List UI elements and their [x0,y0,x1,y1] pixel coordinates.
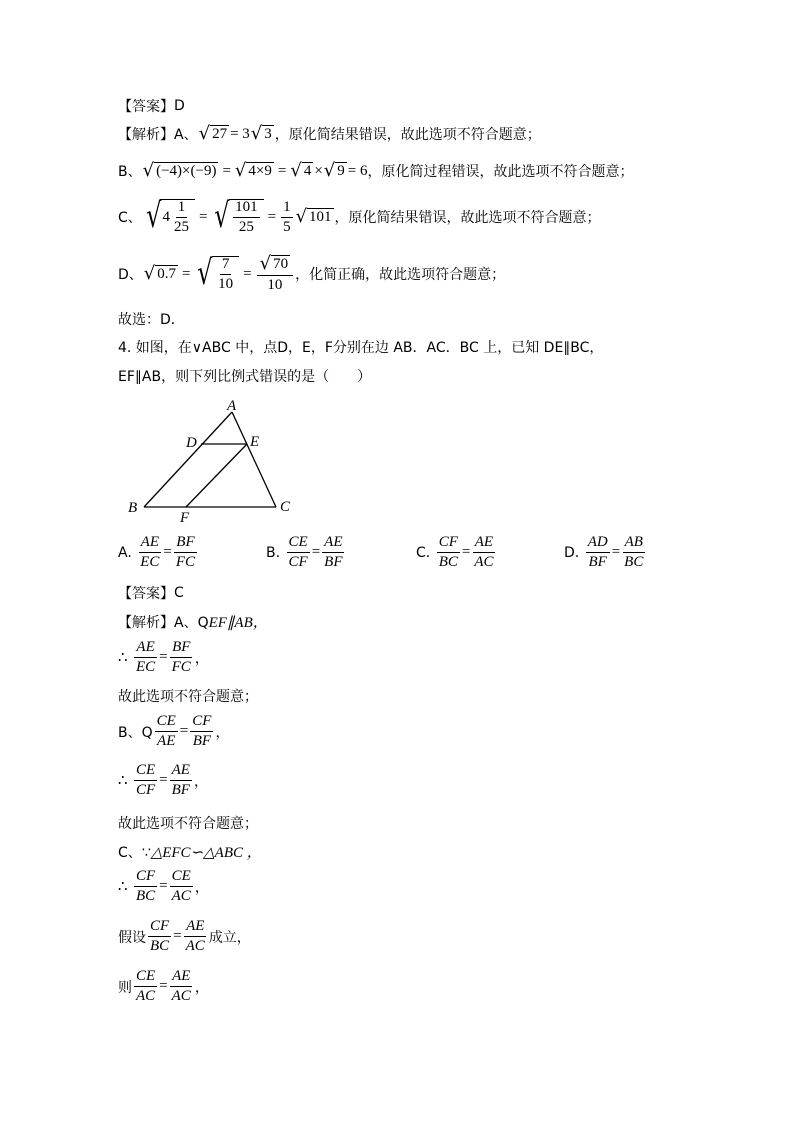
conclusion-text: 故此选项不符合题意； [118,689,258,705]
label-c: C [280,499,291,515]
conclusion-line [118,309,185,329]
option-c[interactable]: C. $\frac{CF}{BC}$ = $\frac{AE}{AC}$ [416,534,494,570]
option-d[interactable]: D. $\frac{AD}{BF}$ = $\frac{AB}{BC}$ [564,534,644,570]
radical: √ 4 [290,160,312,181]
analysis-text: ，原化简过程错误，故此选项不符合题意； [367,164,634,180]
radical: √ 9 [323,160,345,181]
answer-line-2 [118,583,184,603]
math-text: = 3 [230,125,250,142]
analysis2-line-c2: ∴ $\frac{CF}{BC}$ = $\frac{CE}{AC}$ ， [118,868,209,904]
therefore-symbol: ∴ [118,773,128,789]
equals: = [264,208,280,225]
analysis2-line-b3 [118,813,258,833]
equals: = [219,162,234,179]
option-c-prefix: C、∵ [118,844,151,861]
option-letter: B. [266,544,281,561]
conclusion-text: 故选：D． [118,312,185,328]
radical: √ 4×9 [234,160,272,181]
analysis2-line-c4: 则 $\frac{CE}{AC}$ = $\frac{AE}{AC}$ ， [118,968,209,1004]
assume-text: 假设 [118,929,146,946]
analysis2-line-b: B、Q $\frac{CE}{AE}$ = $\frac{CF}{BF}$ ， [118,713,230,749]
analysis-text: ，化简正确，故此选项符合题意； [295,267,506,283]
label-e: E [250,434,260,450]
answer-label: 【答案】 [118,586,174,602]
analysis-text: ，原化简结果错误，故此选项不符合题意； [274,127,541,143]
option-a[interactable]: A. $\frac{AE}{EC}$ = $\frac{BF}{FC}$ [118,534,196,570]
side-ab [144,412,232,507]
question-4-line-2 [118,366,371,386]
option-b[interactable]: B. $\frac{CE}{CF}$ = $\frac{AE}{BF}$ [266,534,343,570]
answer-line-1 [118,96,185,116]
fraction: √ 70 10 [257,255,293,293]
option-a-prefix: A、Q [174,614,209,631]
analysis-line-d [118,255,505,293]
analysis-label: 【解析】 [118,127,174,143]
conclusion-text: 故此选项不符合题意； [118,816,258,832]
label-a: A [227,398,237,414]
option-letter: D. [564,544,580,561]
radical: √ 27 [198,123,228,144]
radical: √ $\frac{7}{10}$ [194,256,239,292]
analysis-label: 【解析】 [118,614,174,631]
analysis-line-b [118,161,634,181]
question-4-line-1 [118,337,603,357]
radical: √ 4 $\frac{1}{25}$ [143,199,195,235]
segment-ef [186,444,247,507]
analysis-line-a [118,124,541,144]
answer-label: 【答案】 [118,99,174,115]
radical: √ 0.7 [143,263,177,284]
analysis2-line-c [118,841,262,862]
option-letter: A. [118,544,132,561]
equals: = [240,265,255,282]
label-b: B [128,500,138,516]
label-f: F [180,510,190,526]
equals: = [179,265,194,282]
fraction: $\frac{1}{5}$ [283,198,291,235]
side-ac [232,412,276,507]
question-text: EF∥AB，则下列比例式错误的是（ ） [118,369,372,385]
triangle-figure [120,390,310,530]
equals: = [274,162,290,179]
answer-value: C [174,585,184,601]
analysis2-line-a3 [118,686,258,706]
radical: √ (−4)×(−9) [142,160,217,181]
therefore-symbol: ∴ [118,650,128,666]
math-text: △EFC∽△ABC ， [150,845,262,861]
equals: = [195,208,211,225]
radical: √ $\frac{101}{25}$ [211,199,263,235]
label-d: D [186,435,197,451]
times: × [314,162,323,179]
analysis2-line-a2: ∴ $\frac{AE}{EC}$ = $\frac{BF}{FC}$ ， [118,639,209,675]
option-d-prefix: D、 [118,267,143,283]
then-text: 则 [118,979,132,996]
radical: √ 3 [250,123,272,144]
analysis2-line-b2: ∴ $\frac{CE}{CF}$ = $\frac{AE}{BF}$ ， [118,762,208,798]
option-b-prefix: B、Q [118,724,153,741]
radical: √ 101 [295,206,332,227]
math-text: EF∥AB， [208,615,268,631]
question-text: 4. 如图，在∨ABC 中，点D，E，F分别在边 AB．AC．BC 上，已知 DE∥BC， [118,340,604,356]
analysis2-line-a [118,611,268,632]
analysis-text: ，原化简结果错误，故此选项不符合题意； [334,210,601,226]
math-text: = 6 [347,162,368,179]
option-c-prefix: C、 [118,210,142,226]
option-a-prefix: A、 [174,127,198,143]
therefore-symbol: ∴ [118,879,128,895]
analysis2-line-c3: 假设 $\frac{CF}{BC}$ = $\frac{AE}{AC}$ 成立， [118,918,251,954]
answer-value: D [174,98,185,114]
analysis-line-c [118,196,601,236]
option-letter: C. [416,544,431,561]
option-b-prefix: B、 [118,164,142,180]
